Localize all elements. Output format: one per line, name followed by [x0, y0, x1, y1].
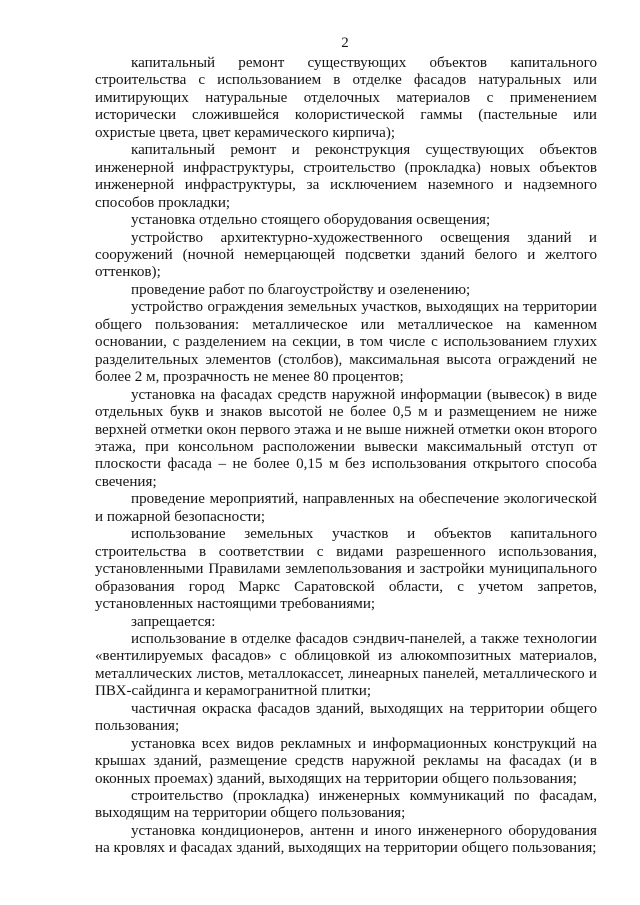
paragraph-prohibited-heading: запрещается: [131, 613, 216, 630]
paragraph-utility-lines: строительство (прокладка) инженерных коммуникаций по фасадам, выходящим на территории общего пользования; [95, 788, 597, 822]
paragraph-fencing: устройство ограждения земельных участков, выходящих на территории общего пользования: металлическое или металлическое на каменном основании, с разделением на секции, в том числе с использованием глухих разделительных элементов (столбов), максимальная высота ограждений не более 2 м, прозрачность не менее 80 процентов; [95, 299, 597, 386]
paragraph-engineering-infrastructure: капитальный ремонт и реконструкция существующих объектов инженерной инфраструктуры, строительство (прокладка) новых объектов инженерной инфраструктуры, за исключением наземного и надземного способов прокладки; [95, 142, 597, 211]
paragraph-lighting-equipment: установка отдельно стоящего оборудования освещения; [131, 212, 491, 229]
paragraph-partial-painting: частичная окраска фасадов зданий, выходящих на территории общего пользования; [95, 700, 597, 735]
page-number: 2 [341, 35, 349, 51]
paragraph-landscaping: проведение работ по благоустройству и озеленению; [131, 281, 471, 298]
paragraph-prohibited-materials: использование в отделке фасадов сэндвич-панелей, а также технологии «вентилируемых фасадов» с облицовкой из алюкомпозитных материалов, металлических листов, металлокассет, линеарных панелей, металлического и ПВХ-сайдинга и керамогранитной плитки; [95, 630, 597, 700]
paragraph-capital-repair-facades: капитальный ремонт существующих объектов капитального строительства с использованием в отделке фасадов натуральных или имитирующих натуральные отделочных материалов с применением исторически сложившейся колористической гаммы (пастельные или охристые цвета, цвет керамического кирпича); [95, 55, 597, 141]
paragraph-safety-measures: проведение мероприятий, направленных на обеспечение экологической и пожарной безопасности; [95, 491, 597, 525]
paragraph-land-use: использование земельных участков и объектов капитального строительства в соответствии с видами разрешенного использования, установленными Правилами землепользования и застройки муниципального образования город Маркс Саратовской области, с учетом запретов, установленных настоящими требованиями; [95, 526, 597, 613]
document-body [95, 55, 597, 858]
paragraph-signage: установка на фасадах средств наружной информации (вывесок) в виде отдельных букв и знаков высотой не более 0,5 м и размещением не ниже верхней отметки окон первого этажа и не выше нижней отметки окон второго этажа, при консольном расположении вывески максимальный отступ от плоскости фасада – не более 0,15 м без использования открытого способа свечения; [95, 386, 597, 490]
paragraph-architectural-lighting: устройство архитектурно-художественного освещения зданий и сооружений (ночной немерцающей подсветки зданий белого и желтого оттенков); [95, 229, 597, 281]
paragraph-advertising: установка всех видов рекламных и информационных конструкций на крышах зданий, размещение средств наружной рекламы на фасадах (и в оконных проемах) зданий, выходящих на территории общего пользования; [95, 735, 597, 787]
paragraph-air-conditioners: установка кондиционеров, антенн и иного инженерного оборудования на кровлях и фасадах зданий, выходящих на территории общего пользования; [95, 822, 597, 857]
